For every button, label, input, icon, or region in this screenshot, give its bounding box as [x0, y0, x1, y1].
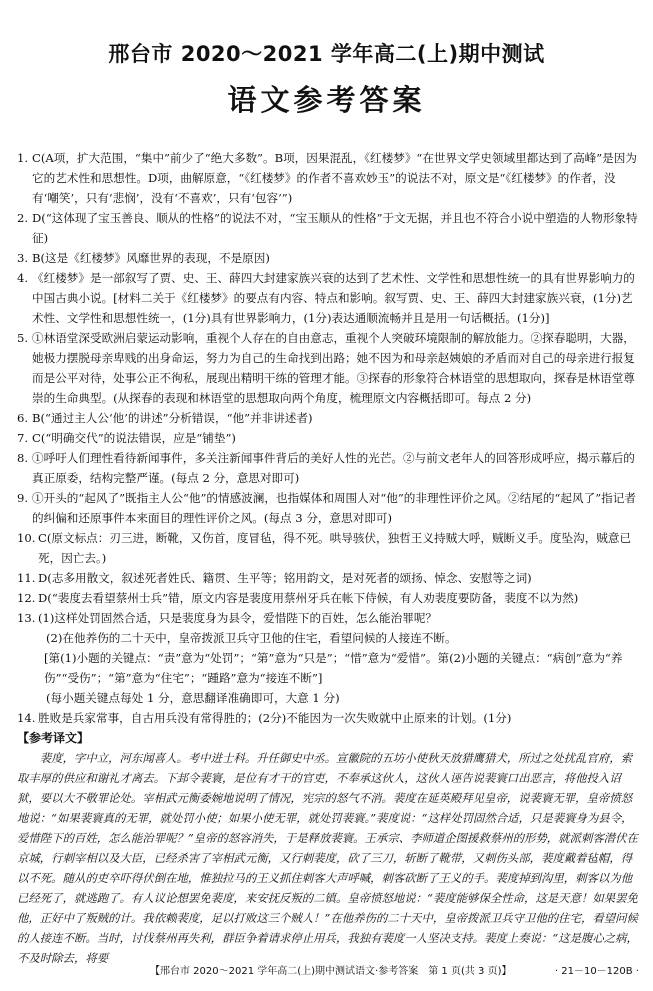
answer-text: D(“裴度去看望蔡州士兵”错，原文内容是裴度用蔡州牙兵在帐下侍候，有人劝裴度要防备，裴度不以为然)	[38, 591, 579, 605]
answer-text: (1)这样处罚固然合适，只是裴度身为县令，爱惜陛下的百姓，怎么能治罪呢？	[38, 611, 438, 625]
answer-6	[17, 408, 639, 428]
answer-text: ①开头的“起风了”既指主人公“他”的情感波澜，也指媒体和周围人对“他”的非理性评价之风。②结尾的“起风了”指记者的纠偏和还原事件本来面目的理性评价之风。(每点 3 分，意思对即可)	[32, 491, 636, 525]
answer-text: C(原文标点：刃三进，断靴，又伤首，度冒毡，得不死。哄导骇伏，独哲王义持贼大呼，贼断义手。度坠沟，贼意已死，因亡去。)	[38, 531, 632, 565]
answer-text: ①呼吁人们理性看待新闻事件，多关注新闻事件背后的美好人性的光芒。②与前文老年人的回答形成呼应，揭示幕后的真正原委，结构完整严谨。(每点 2 分，意思对即可)	[32, 451, 635, 485]
answer-text: D(志多用散文，叙述死者姓氏、籍贯、生平等；铭用韵文，是对死者的颂扬、悼念、安慰等之词)	[38, 571, 532, 585]
answer-text: C(A项，扩大范围，“集中”前少了“绝大多数”。B项，因果混乱，《红楼梦》“在世界文学史领域里都达到了高峰”是因为它的艺术性和思想性。D项，曲解原意，“《红楼梦》的作者不喜欢妙玉”的说法不对，原文是“《红楼梦》的作者，没有‘嘲笑’，只有‘悲悯’，没有‘不喜欢’，只有‘包容’”)	[32, 151, 637, 205]
answer-number: 12.	[17, 591, 36, 605]
translation-text: 裴度，字中立，河东闻喜人。考中进士科。升任御史中丞。宣徽院的五坊小使秋天放猎鹰猎犬，所过之处扰乱官府，索取丰厚的供应和谢礼才离去。下邽令裴寰，是位有才干的官吏，不奉承这伙人，这伙人诬告说裴寰口出恶言，将他投入诏狱，要以大不敬罪论处。宰相武元衡委婉地说明了情况，宪宗的怒气不消。裴度在延英殿拜见皇帝，说裴寰无罪，皇帝愤怒地说：“如果裴寰真的无罪，就处罚小使；如果小使无罪，就处罚裴寰。”裴度说：“这样处罚固然合适，只是裴寰身为县令，爱惜陛下的百姓，怎么能治罪呢？”皇帝的怒容消失，于是释放裴寰。王承宗、李师道企图援救蔡州的形势，就派刺客潜伏在京城，行刺宰相以及大臣，已经杀害了宰相武元衡，又行刺裴度，砍了三刀，斩断了靴带，又刺伤头部，裴度戴着毡帽，得以不死。随从的吏卒吓得伏倒在地，惟独拉马的王义抓住刺客大声呼喊，刺客砍断了王义的手。裴度掉到沟里，刺客以为他已经死了，就逃跑了。有人议论想罢免裴度，来安抚反叛的二镇。皇帝愤怒地说：“裴度能够保全性命，这是天意！如果罢免他，正好中了叛贼的计。我依赖裴度，足以打败这三个贼人！”在他养伤的二十天中，皇帝拨派卫兵守卫他的住宅，看望问候的人接连不断。当时，讨伐蔡州再失利，群臣争着请求停止用兵，我独有裴度一人坚决支持。裴度上奏说：“这是腹心之病，不及时除去，将要	[17, 751, 638, 965]
footer-caption: 【邢台市 2020～2021 学年高二(上)期中测试语文·参考答案 第 1 页(共 3 页)】	[150, 966, 512, 977]
answer-5	[17, 328, 639, 408]
answer-9	[17, 488, 639, 528]
answer-4	[17, 268, 639, 328]
answer-number: 2.	[17, 211, 29, 225]
answer-text: C(“明确交代”的说法错误，应是“铺垫”)	[32, 431, 236, 445]
answer-text: B(“通过主人公‘他’的讲述”分析错误，“他”并非讲述者)	[32, 411, 313, 425]
answer-number: 9.	[17, 491, 29, 505]
answers-body	[17, 148, 639, 968]
translation-heading: 【参考译文】	[17, 731, 90, 745]
answer-11	[17, 568, 639, 588]
exam-title: 邢台市 2020～2021 学年高二(上)期中测试	[108, 42, 545, 66]
answer-text: ①林语堂深受欧洲启蒙运动影响，重视个人存在的自由意志，重视个人突破环境限制的解放能力。②探春聪明，大器，她极力摆脱母亲卑贱的出身命运，努力为自己的生命找到出路；她不因为和母亲赵姨娘的矛盾而对自己的母亲进行报复而是公平对待，处事公正不徇私，展现出精明干练的管理才能。③探春的形象符合林语堂的思想取向，探春是林语堂尊崇的生命典型。(从探春的表现和林语堂的思想取向两个角度，梳理原文内容概括即可。每点 2 分)	[32, 331, 635, 405]
answer-7	[17, 428, 639, 448]
answer-key-title: 语文参考答案	[227, 83, 426, 117]
answer-number: 14.	[17, 711, 36, 725]
answer-number: 6.	[17, 411, 29, 425]
answer-text: 胜败是兵家常事，自古用兵没有常得胜的；(2分)不能因为一次失败就中止原来的计划。(1分)	[38, 711, 512, 725]
answer-text: 《红楼梦》是一部叙写了贾、史、王、薛四大封建家族兴衰的达到了艺术性、文学性和思想性统一的具有世界影响力的中国古典小说。[材料二关于《红楼梦》的要点有内容、特点和影响。叙写贾、史、王、薛四大封建家族兴衰，(1分)艺术性、文学性和思想性统一，(1分)具有世界影响力，(1分)表达通顺流畅并且是用一句话概括。(1分)]	[32, 271, 635, 325]
answer-text: B(这是《红楼梦》风靡世界的表现，不是原因)	[32, 251, 270, 265]
answer-number: 5.	[17, 331, 29, 345]
answer-1	[17, 148, 639, 208]
answer-13-scoring: (每小题关键点每处 1 分，意思翻译准确即可，大意 1 分)	[46, 691, 340, 705]
answer-8	[17, 448, 639, 488]
answer-number: 8.	[17, 451, 29, 465]
answer-3	[17, 248, 639, 268]
answer-12	[17, 588, 639, 608]
answer-number: 11.	[17, 571, 36, 585]
answer-13-keypoints: [第(1)小题的关键点：“责”意为“处罚”；“第”意为“只是”；“惜”意为“爱惜”。第(2)小题的关键点：“病创”意为“养伤”“受伤”；“第”意为“住宅”；“踵路”意为“接连不断”]	[44, 651, 623, 685]
answer-number: 3.	[17, 251, 29, 265]
answer-number: 10.	[17, 531, 36, 545]
answer-14	[17, 708, 639, 728]
answer-number: 1.	[17, 151, 29, 165]
answer-number: 13.	[17, 611, 36, 625]
footer-code: · 21－10－120B ·	[554, 966, 639, 977]
answer-number: 7.	[17, 431, 29, 445]
answer-13-part-2: (2)在他养伤的二十天中，皇帝拨派卫兵守卫他的住宅，看望问候的人接连不断。	[46, 631, 457, 645]
answer-text: D(“这体现了宝玉善良、顺从的性格”的说法不对，“宝玉顺从的性格”于文无据，并且也不符合小说中塑造的人物形象特征)	[32, 211, 638, 245]
answer-2	[17, 208, 639, 248]
answer-13	[17, 608, 639, 708]
answer-10	[17, 528, 639, 568]
answer-number: 4.	[17, 271, 29, 285]
